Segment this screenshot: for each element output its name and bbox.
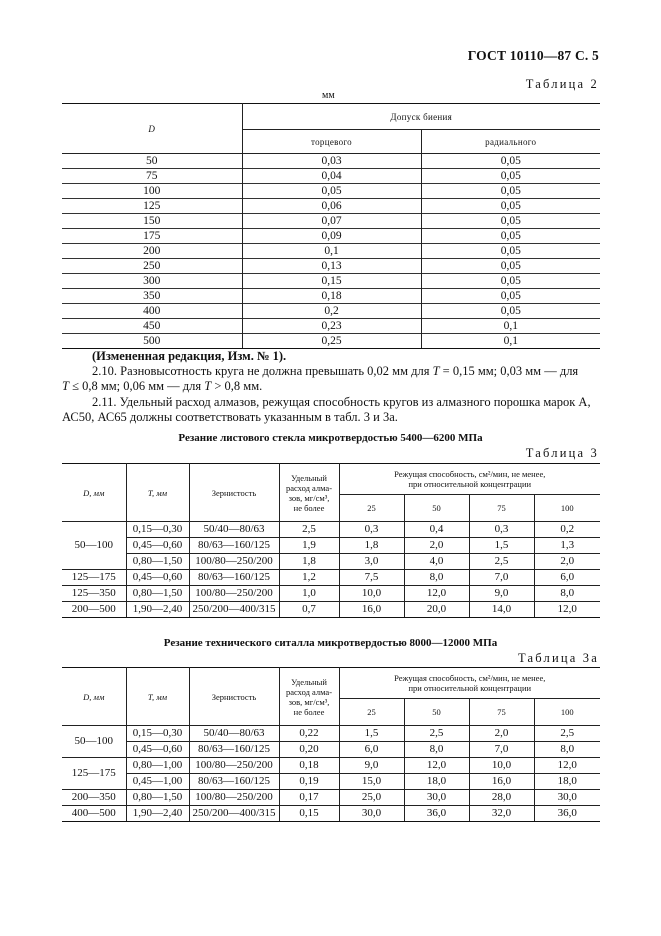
col-consumption-header [279,464,339,522]
table-row [62,602,600,618]
cell-d: 125—350 [62,586,126,602]
table-row [62,570,600,586]
cell-d: 200—350 [62,790,126,806]
table3a-label: Таблица 3а [517,651,599,665]
cell-ability: 30,0 [534,790,600,806]
cell-ability: 1,5 [469,538,534,554]
cell-consumption: 1,8 [279,554,339,570]
cell-ability: 4,0 [404,554,469,570]
cell-ability: 1,5 [339,726,404,742]
cell-ability: 30,0 [404,790,469,806]
cell-grain: 50/40—80/63 [189,726,279,742]
table-row [62,289,600,304]
cell-ability: 0,3 [339,522,404,538]
table-cell: 0,2 [242,304,421,319]
concentration-25-header: 25 [339,495,404,522]
col-t-header [126,464,189,522]
table-cell: 0,09 [242,229,421,244]
table-cell: 0,05 [421,154,600,169]
concentration-50-header: 50 [404,699,469,726]
cell-ability: 2,0 [534,554,600,570]
table-cell: 0,05 [421,229,600,244]
cell-consumption: 0,18 [279,758,339,774]
table-cell: 300 [62,274,242,289]
cell-d: 50—100 [62,726,126,758]
cell-ability: 14,0 [469,602,534,618]
cell-ability: 18,0 [404,774,469,790]
cell-ability: 25,0 [339,790,404,806]
cell-ability: 12,0 [534,758,600,774]
table-row [62,154,600,169]
cell-ability: 9,0 [469,586,534,602]
cell-grain: 100/80—250/200 [189,586,279,602]
table-row [62,586,600,602]
cell-t: 0,45—0,60 [126,742,189,758]
table-cell: 0,07 [242,214,421,229]
table-cell: 0,05 [242,184,421,199]
table-row [62,790,600,806]
cell-ability: 2,5 [404,726,469,742]
table-row [62,554,600,570]
paragraph-2-10-line1: 2.10. Разновысотность круга не должна превышать 0,02 мм для T = 0,15 мм; 0,03 мм — для [92,364,579,378]
table-row [62,774,600,790]
table-cell: 125 [62,199,242,214]
cell-ability: 7,0 [469,570,534,586]
table2-label: Таблица 2 [525,77,599,91]
cell-t: 0,80—1,00 [126,758,189,774]
col-ability-header [339,464,600,495]
cell-grain: 250/200—400/315 [189,806,279,822]
cell-grain: 80/63—160/125 [189,538,279,554]
cell-ability: 18,0 [534,774,600,790]
table-cell: 0,23 [242,319,421,334]
cell-grain: 80/63—160/125 [189,570,279,586]
concentration-75-header: 75 [469,699,534,726]
table-cell: 0,1 [421,334,600,349]
cell-ability: 10,0 [469,758,534,774]
consumption-header-line: не более [293,502,325,513]
cell-grain: 250/200—400/315 [189,602,279,618]
consumption-header-line: зов, мг/см³, [288,696,330,707]
cell-ability: 36,0 [404,806,469,822]
table-row [62,229,600,244]
concentration-50-header: 50 [404,495,469,522]
cell-t: 0,45—1,00 [126,774,189,790]
table-header-row [62,668,600,699]
table-cell: 0,05 [421,214,600,229]
paragraph-2-11-line2: АС50, АС65 должны соответствовать указанным в табл. 3 и 3а. [62,410,398,424]
table2 [62,103,600,349]
cell-consumption: 0,22 [279,726,339,742]
cell-ability: 2,5 [534,726,600,742]
col-ability-header [339,668,600,699]
cell-grain: 100/80—250/200 [189,790,279,806]
cell-grain: 50/40—80/63 [189,522,279,538]
table-row [62,742,600,758]
cell-t: 0,45—0,60 [126,538,189,554]
table3-label: Таблица 3 [525,446,599,460]
table-header-row [62,464,600,495]
table-row [62,319,600,334]
cell-ability: 2,0 [469,726,534,742]
cell-ability: 1,3 [534,538,600,554]
col-d-label: D, мм [83,691,105,702]
cell-t: 0,15—0,30 [126,726,189,742]
cell-ability: 3,0 [339,554,404,570]
table-cell: 0,05 [421,169,600,184]
cell-consumption: 1,9 [279,538,339,554]
page-header: ГОСТ 10110—87 С. 5 [467,48,599,63]
cell-ability: 12,0 [404,758,469,774]
cell-consumption: 0,17 [279,790,339,806]
cell-t: 1,90—2,40 [126,602,189,618]
table-cell: 0,03 [242,154,421,169]
cell-d: 400—500 [62,806,126,822]
cell-grain: 100/80—250/200 [189,554,279,570]
cell-ability: 15,0 [339,774,404,790]
cell-ability: 10,0 [339,586,404,602]
col-d-header [62,464,126,522]
cell-t: 0,45—0,60 [126,570,189,586]
table-cell: 0,1 [242,244,421,259]
col-grain-header: Зернистость [189,668,279,726]
table-row [62,522,600,538]
cell-ability: 36,0 [534,806,600,822]
cell-d: 125—175 [62,570,126,586]
table-cell: 0,05 [421,184,600,199]
paragraph-2-10-line2: T ≤ 0,8 мм; 0,06 мм — для T > 0,8 мм. [62,379,263,393]
cell-ability: 8,0 [534,742,600,758]
cell-d: 200—500 [62,602,126,618]
col-grain-header: Зернистость [189,464,279,522]
table-row [62,259,600,274]
table-cell: 0,05 [421,199,600,214]
cell-ability: 7,0 [469,742,534,758]
table-row [62,758,600,774]
cell-ability: 2,5 [469,554,534,570]
cell-ability: 8,0 [404,570,469,586]
consumption-header-line: расход алма- [285,686,333,697]
table-cell: 250 [62,259,242,274]
table-cell: 0,18 [242,289,421,304]
cell-consumption: 0,19 [279,774,339,790]
table-row [62,334,600,349]
table-cell: 0,05 [421,259,600,274]
table-row [62,806,600,822]
cell-ability: 1,8 [339,538,404,554]
table3a [62,667,600,822]
cell-grain: 80/63—160/125 [189,742,279,758]
table-cell: 0,15 [242,274,421,289]
col-consumption-header [279,668,339,726]
table-cell: 0,05 [421,304,600,319]
table-cell: 0,1 [421,319,600,334]
col-d-header [62,668,126,726]
table-row [62,304,600,319]
concentration-25-header: 25 [339,699,404,726]
col-t-header [126,668,189,726]
table-row [62,169,600,184]
table-cell: 100 [62,184,242,199]
concentration-100-header: 100 [534,699,600,726]
table2-col-d: D [62,104,242,154]
cell-ability: 30,0 [339,806,404,822]
table2-col-radial: радиального [421,130,600,154]
col-t-label: T, мм [147,487,168,498]
table-row [62,538,600,554]
cell-d: 125—175 [62,758,126,790]
table-cell: 0,05 [421,289,600,304]
table-cell: 350 [62,289,242,304]
table-cell: 0,05 [421,244,600,259]
cell-consumption: 0,15 [279,806,339,822]
table3 [62,463,600,618]
cell-consumption: 2,5 [279,522,339,538]
table-row [62,726,600,742]
cell-ability: 2,0 [404,538,469,554]
table-cell: 50 [62,154,242,169]
table-row [62,274,600,289]
ability-header-line: при относительной концентрации [408,683,532,693]
cell-t: 1,90—2,40 [126,806,189,822]
cell-ability: 12,0 [534,602,600,618]
cell-ability: 8,0 [404,742,469,758]
cell-ability: 6,0 [339,742,404,758]
col-t-label: T, мм [147,691,168,702]
table-cell: 0,06 [242,199,421,214]
ability-header-line: при относительной концентрации [408,479,532,489]
cell-ability: 0,2 [534,522,600,538]
table-cell: 0,05 [421,274,600,289]
cell-consumption: 1,2 [279,570,339,586]
cell-ability: 28,0 [469,790,534,806]
cell-ability: 16,0 [469,774,534,790]
cell-t: 0,80—1,50 [126,790,189,806]
paragraph-2-11-line1: 2.11. Удельный расход алмазов, режущая способность кругов из алмазного порошка марок А, [92,395,591,409]
consumption-header-line: не более [293,706,325,717]
cell-ability: 16,0 [339,602,404,618]
table2-unit: мм [322,90,335,101]
cell-t: 0,15—0,30 [126,522,189,538]
cell-ability: 32,0 [469,806,534,822]
cell-ability: 20,0 [404,602,469,618]
table-cell: 75 [62,169,242,184]
consumption-header-line: расход алма- [285,482,333,493]
cell-consumption: 0,20 [279,742,339,758]
cell-ability: 6,0 [534,570,600,586]
cell-ability: 0,4 [404,522,469,538]
cell-grain: 100/80—250/200 [189,758,279,774]
consumption-header-line: Удельный [291,472,327,483]
revision-note: (Измененная редакция, Изм. № 1). [92,349,287,363]
ability-header-line: Режущая способность, см²/мин, не менее, [394,673,546,683]
table-cell: 200 [62,244,242,259]
cell-t: 0,80—1,50 [126,554,189,570]
consumption-header-line: зов, мг/см³, [288,492,330,503]
table3-title: Резание листового стекла микротвердостью 5400—6200 МПа [178,432,483,444]
table-cell: 450 [62,319,242,334]
table-cell: 400 [62,304,242,319]
table-row [62,184,600,199]
table-cell: 500 [62,334,242,349]
cell-t: 0,80—1,50 [126,586,189,602]
table2-col-face: торцевого [242,130,421,154]
table-row [62,199,600,214]
cell-grain: 80/63—160/125 [189,774,279,790]
table3a-title: Резание технического ситалла микротвердостью 8000—12000 МПа [163,637,498,649]
concentration-75-header: 75 [469,495,534,522]
ability-header-line: Режущая способность, см²/мин, не менее, [394,469,546,479]
cell-ability: 9,0 [339,758,404,774]
table-row [62,244,600,259]
cell-d: 50—100 [62,522,126,570]
table-cell: 0,13 [242,259,421,274]
table-row [62,214,600,229]
cell-consumption: 1,0 [279,586,339,602]
col-d-label: D, мм [83,487,105,498]
table-cell: 150 [62,214,242,229]
table-cell: 0,25 [242,334,421,349]
table-cell: 0,04 [242,169,421,184]
table-cell: 175 [62,229,242,244]
cell-ability: 0,3 [469,522,534,538]
cell-ability: 7,5 [339,570,404,586]
cell-ability: 8,0 [534,586,600,602]
consumption-header-line: Удельный [291,676,327,687]
cell-consumption: 0,7 [279,602,339,618]
table2-group-header: Допуск биения [242,104,600,130]
concentration-100-header: 100 [534,495,600,522]
cell-ability: 12,0 [404,586,469,602]
